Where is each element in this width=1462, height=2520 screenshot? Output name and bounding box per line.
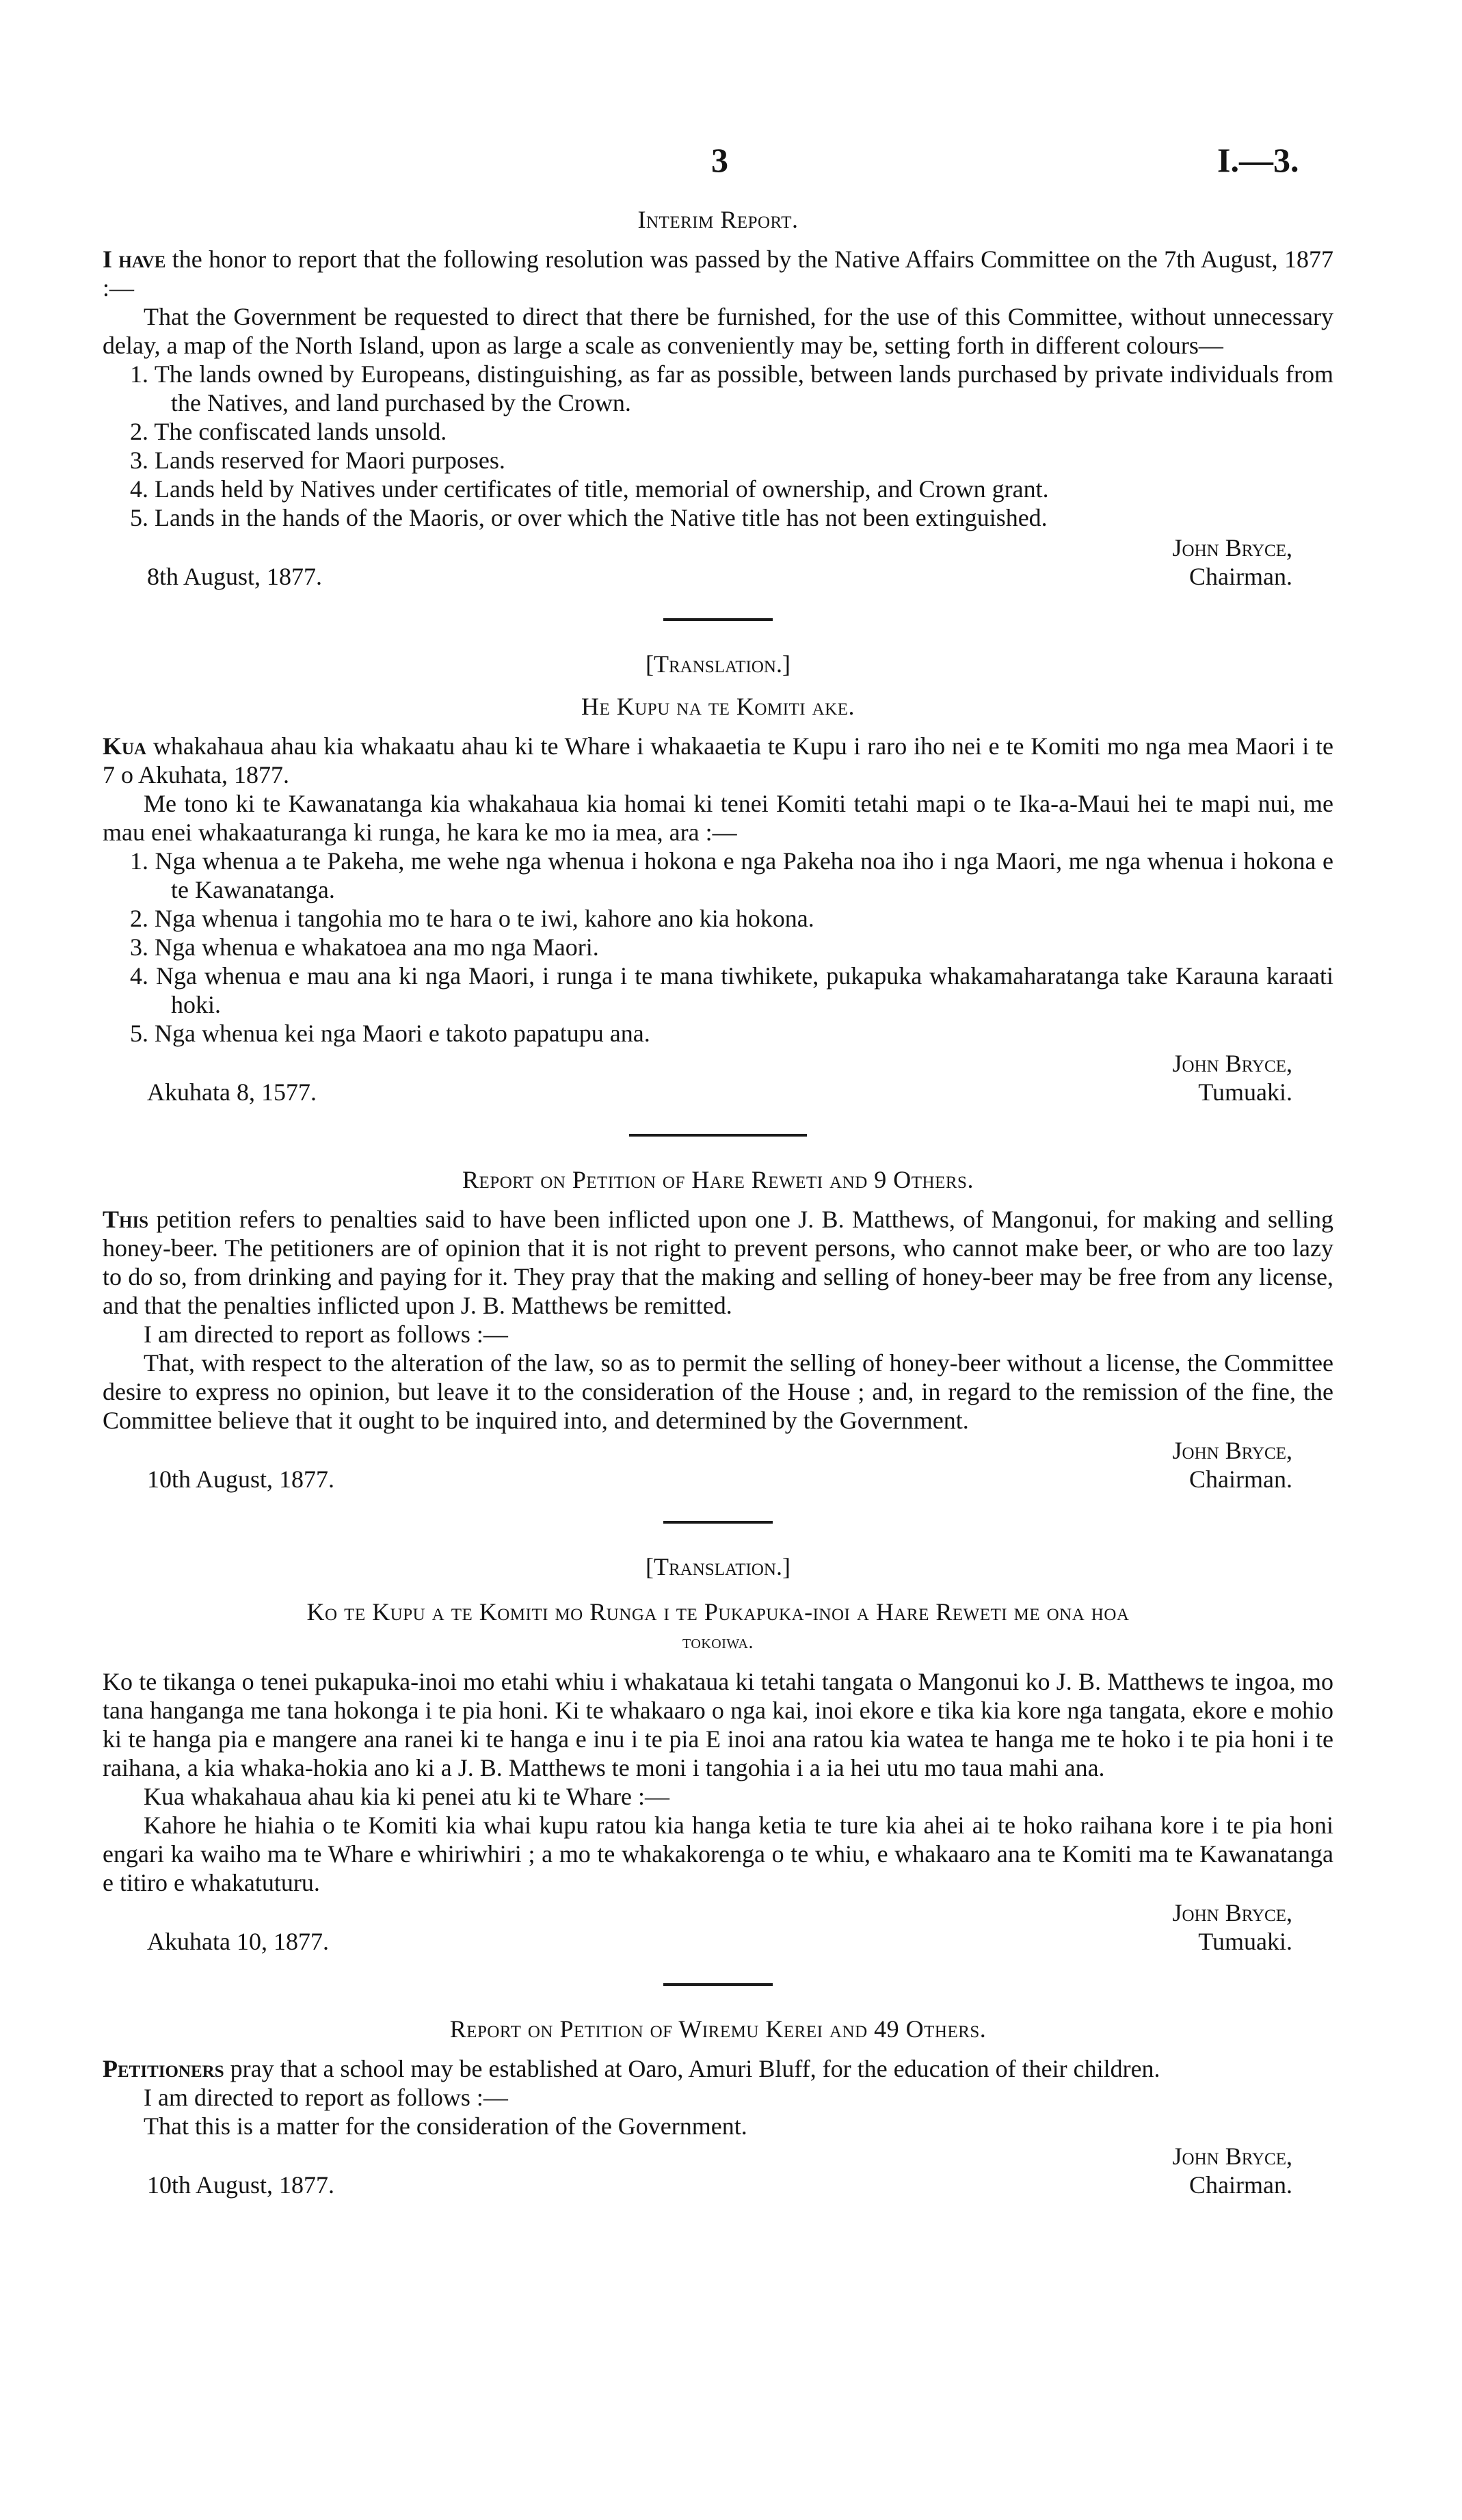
lead-word: I have [103,246,166,273]
interim-report-section [103,205,1333,592]
signature-block [103,1049,1333,1108]
section-divider [663,1983,773,1986]
list-item: 3. Nga whenua e whakatoea ana mo nga Maori. [130,933,599,961]
list-item: 3. Lands reserved for Maori purposes. [130,447,505,474]
section-heading: Report on Petition of Hare Reweti and 9 Others. [462,1166,974,1193]
signature-date: Akuhata 10, 1877. [147,1927,329,1955]
signature-date: Akuhata 8, 1577. [147,1078,317,1106]
list-item: 4. Lands held by Natives under certificates of title, memorial of ownership, and Crown grant. [130,475,1049,503]
signatory-title: Chairman. [1189,563,1292,590]
section-divider [629,1134,807,1137]
paragraph: That the Government be requested to direct that there be furnished, for the use of this Committee, without unnecessary delay, a map of the North Island, upon as large a scale as conveniently may be, setting forth in different colours— [103,303,1333,359]
heading-text: Ko te Kupu a te Komiti mo Runga i te Pukapuka-inoi a Hare Reweti me ona hoa [306,1598,1130,1626]
section-heading: He Kupu na te Komiti ake. [581,693,855,720]
section-heading: Report on Petition of Wiremu Kerei and 49 Others. [449,2015,987,2043]
lead-word: Petitioners [103,2054,224,2082]
signature-block [103,1898,1333,1957]
translation-section [103,1552,1333,1957]
list-item: 1. The lands owned by Europeans, distinguishing, as far as possible, between lands purchased by private individuals from the Natives, and land purchased by the Crown. [130,360,1333,416]
section-heading: Interim Report. [637,206,799,233]
lead-word: This [103,1206,149,1233]
list-item: 1. Nga whenua a te Pakeha, me wehe nga whenua i hokona e nga Pakeha noa iho i nga Maori, me nga whenua i hokona e te Kawanatanga. [130,847,1333,903]
signature-date: 8th August, 1877. [147,563,323,590]
paragraph: That this is a matter for the consideration of the Government. [144,2112,747,2140]
paragraph: Kua whakahaua ahau kia ki penei atu ki te Whare :— [144,1782,670,1810]
signature-date: 10th August, 1877. [147,1465,335,1493]
list-item: 2. The confiscated lands unsold. [130,418,447,445]
signatory-title: Chairman. [1189,2171,1292,2199]
paragraph: Ko te tikanga o tenei pukapuka-inoi mo etahi whiu i whakataua ki tetahi tangata o Mangonui ko J. B. Matthews te ingoa, mo tana hanganga me tana hokonga i te pia honi. Ki te whakaaro o nga kai, inoi ekore e tika kia kore nga tangata, ekore e mohio ki te hanga pia e mangere ana ranei ki te hanga e inu i te pia E inoi ana ratou kia watea te hanga me te hoko i te pia honi i te raihana, a kia whaka-hokia ano ki a J. B. Matthews te moni i tangohia i a ia hei utu mo taua mahi ana. [103,1667,1333,1781]
page-body [103,144,1333,2201]
paragraph [103,2054,1333,2083]
list-item: 5. Nga whenua kei nga Maori e takoto papatupu ana. [130,1020,650,1047]
petition-report-section [103,2015,1333,2201]
paragraph-text: the honor to report that the following resolution was passed by the Native Affairs Committee on the 7th August, 1877 :— [103,246,1334,302]
paragraph: I am directed to report as follows :— [144,1321,508,1348]
document-reference: I.—3. [1217,141,1299,179]
signatory-name: John Bryce, [1172,2142,1292,2170]
signatory-title: Tumuaki. [1198,1078,1292,1106]
paragraph: I am directed to report as follows :— [144,2083,508,2111]
translation-label: [Translation.] [646,1553,790,1580]
heading-continuation: tokoiwa. [682,1632,754,1654]
paragraph-text: pray that a school may be established at Oaro, Amuri Bluff, for the education of their children. [230,2054,1160,2082]
signature-block [103,1436,1333,1495]
page-number: 3 [711,141,728,179]
petition-report-section [103,1165,1333,1495]
signature-block [103,533,1333,592]
section-heading [103,1595,1333,1656]
paragraph-text: petition refers to penalties said to have been inflicted upon one J. B. Matthews, of Mangonui, for making and selling honey-beer. The petitioners are of opinion that it is not right to prevent persons, who cannot make beer, or who are too lazy to do so, from drinking and paying for it. They pray that the making and selling of honey-beer may be free from any license, and that the penalties inflicted upon J. B. Matthews be remitted. [103,1206,1334,1319]
paragraph [103,732,1333,789]
signatory-title: Tumuaki. [1198,1927,1292,1955]
signatory-name: John Bryce, [1172,1437,1292,1464]
lead-word: Kua [103,732,147,760]
signatory-name: John Bryce, [1172,1050,1292,1077]
signatory-name: John Bryce, [1172,1898,1292,1926]
paragraph [103,245,1333,302]
list-item: 5. Lands in the hands of the Maoris, or over which the Native title has not been extinguished. [130,504,1048,531]
translation-label: [Translation.] [646,650,790,678]
section-divider [663,1521,773,1524]
list-item: 2. Nga whenua i tangohia mo te hara o te iwi, kahore ano kia hokona. [130,905,814,932]
paragraph: Me tono ki te Kawanatanga kia whakahaua kia homai ki tenei Komiti tetahi mapi o te Ika-a-Maui hei te mapi nui, me mau enei whakaaturanga ki runga, he kara ke mo ia mea, ara :— [103,790,1333,846]
translation-section [103,650,1333,1108]
paragraph: Kahore he hiahia o te Komiti kia whai kupu ratou kia hanga ketia te ture kia ahei ai te hoko raihana kore i te pia honi engari ka waiho ma te Whare e whiriwhiri ; a mo te whakakorenga o te whiu, e whakaaro ana te Komiti ma te Kawanatanga e titiro e whakatuturu. [103,1811,1333,1896]
signatory-name: John Bryce, [1172,534,1292,561]
signatory-title: Chairman. [1189,1465,1292,1493]
signature-block [103,2142,1333,2201]
list-item: 4. Nga whenua e mau ana ki nga Maori, i runga i te mana tiwhikete, pukapuka whakamaharatanga take Karauna karaati hoki. [130,962,1333,1018]
paragraph-text: whakahaua ahau kia whakaatu ahau ki te Whare i whakaaetia te Kupu i raro iho nei e te Komiti mo nga mea Maori i te 7 o Akuhata, 1877. [103,732,1333,788]
signature-date: 10th August, 1877. [147,2171,335,2199]
paragraph: That, with respect to the alteration of the law, so as to permit the selling of honey-beer without a license, the Committee desire to express no opinion, but leave it to the consideration of the House ; and, in regard to the remission of the fine, the Committee believe that it ought to be inquired into, and determined by the Government. [103,1349,1333,1434]
section-divider [663,618,773,621]
paragraph [103,1205,1333,1320]
